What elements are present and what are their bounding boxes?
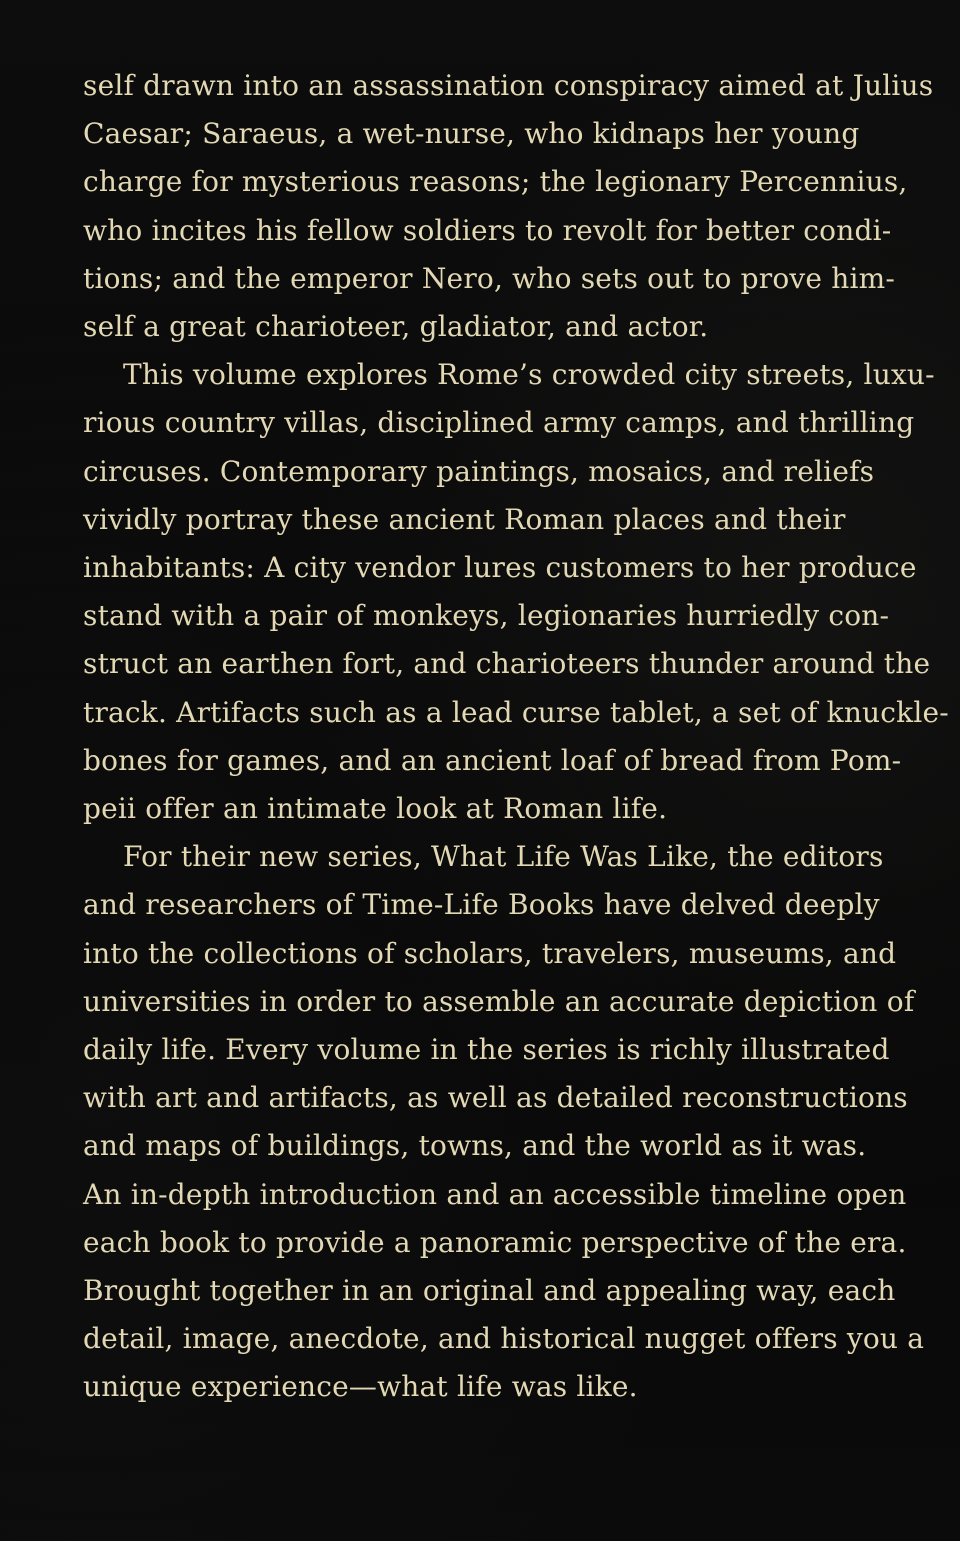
paragraph-1 xyxy=(83,62,934,351)
text-line: universities in order to assemble an accurate depiction of xyxy=(83,984,915,1018)
text-line: Caesar; Saraeus, a wet-nurse, who kidnaps her young xyxy=(83,117,860,151)
paragraph-2 xyxy=(83,351,949,833)
text-line: self a great charioteer, gladiator, and actor. xyxy=(83,310,709,344)
text-line: stand with a pair of monkeys, legionaries hurriedly con- xyxy=(83,599,890,633)
text-line: self drawn into an assassination conspiracy aimed at Julius xyxy=(83,69,934,102)
text-line: daily life. Every volume in the series is richly illustrated xyxy=(83,1033,890,1067)
text-line: charge for mysterious reasons; the legionary Percennius, xyxy=(83,165,908,199)
text-line: inhabitants: A city vendor lures customers to her produce xyxy=(83,551,917,585)
text-line: track. Artifacts such as a lead curse tablet, a set of knuckle- xyxy=(83,695,949,729)
text-line: and maps of buildings, towns, and the world as it was. xyxy=(83,1129,867,1163)
text-line: who incites his fellow soldiers to revolt for better condi- xyxy=(83,213,892,247)
text-line: rious country villas, disciplined army camps, and thrilling xyxy=(83,406,915,440)
text-line: An in-depth introduction and an accessible timeline open xyxy=(83,1177,907,1211)
text-line: bones for games, and an ancient loaf of bread from Pom- xyxy=(83,743,902,777)
text-line: peii offer an intimate look at Roman life. xyxy=(83,792,668,826)
text-line: vividly portray these ancient Roman places and their xyxy=(83,502,846,536)
text-line: unique experience—what life was like. xyxy=(83,1370,638,1404)
text-line: circuses. Contemporary paintings, mosaics, and reliefs xyxy=(83,454,875,488)
paragraph-3 xyxy=(83,833,925,1411)
text-line: with art and artifacts, as well as detailed reconstructions xyxy=(83,1081,908,1115)
text-line: tions; and the emperor Nero, who sets out to prove him- xyxy=(83,261,896,295)
body-text xyxy=(83,62,949,1412)
text-line: into the collections of scholars, travelers, museums, and xyxy=(83,936,897,970)
text-line: struct an earthen fort, and charioteers thunder around the xyxy=(83,647,931,681)
text-line: detail, image, anecdote, and historical nugget offers you a xyxy=(83,1322,925,1356)
text-line: Brought together in an original and appealing way, each xyxy=(83,1274,896,1308)
text-line: and researchers of Time-Life Books have delved deeply xyxy=(83,888,880,922)
text-line: each book to provide a panoramic perspective of the era. xyxy=(83,1225,907,1259)
text-line: This volume explores Rome’s crowded city streets, luxu- xyxy=(123,358,935,392)
text-line: For their new series, What Life Was Like, the editors xyxy=(123,840,884,874)
